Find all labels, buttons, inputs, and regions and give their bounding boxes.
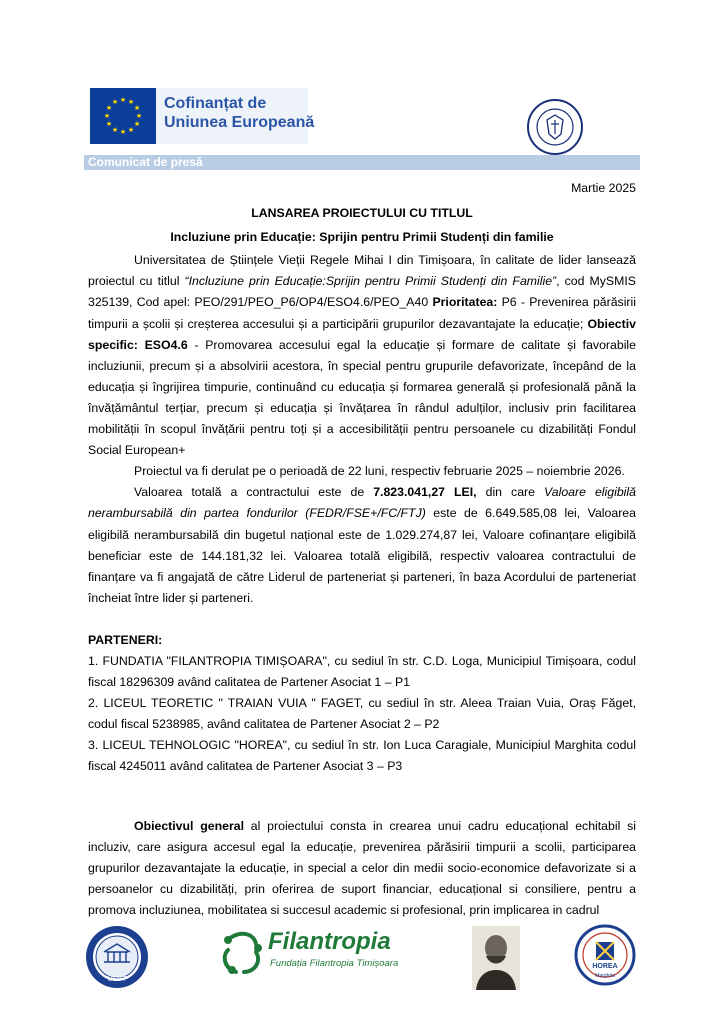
document-title: LANSAREA PROIECTULUI CU TITLUL: [251, 206, 473, 221]
document-date: Martie 2025: [571, 181, 636, 195]
eu-line-1: Cofinanțat de: [164, 95, 267, 112]
intro-text-c: , cod MySMIS 325139, Cod apel: PEO/291/PEO_P6/OP4/ESO4.6/PEO_A40: [88, 274, 636, 310]
eu-flag-icon: [90, 88, 156, 144]
horea-city-label: Marghita: [595, 973, 615, 979]
svg-text:★: ★: [127, 98, 135, 106]
svg-text:★: ★: [133, 120, 141, 128]
svg-text:★: ★: [111, 126, 119, 134]
value-text-e: este de 6.649.585,08 lei, Valoarea eligibilă nerambursabilă din bugetul național este de 1.029.274,87 lei, Valoare cofinanțare eligibilă beneficiar este de 144.181,32 lei. Valoarea totală eligibilă, respectiv valoarea contractului de finanțare va fi angajată de către Liderul de parteneriat și parteneri, în baza Acordului de parteneriat încheiat între lider și parteneri.: [88, 506, 636, 605]
usvt-university-logo-icon: [84, 924, 150, 990]
value-text-a: Valoarea totală a contractului este de: [134, 485, 374, 500]
paragraph-general-objective: [88, 816, 636, 921]
priority-label: Prioritatea:: [432, 295, 498, 310]
svg-text:★: ★: [111, 98, 119, 106]
eu-cofinancing-text: [164, 94, 314, 132]
partners-heading: PARTENERI:: [88, 632, 163, 647]
document-body: [88, 178, 636, 921]
svg-text:★: ★: [105, 104, 113, 112]
usvt-label: USVT: [107, 976, 127, 983]
romanian-government-seal-icon: [526, 98, 584, 156]
project-title-italic: “Incluziune prin Educație:Sprijin pentru Primii Studenți din Familie”: [184, 274, 557, 289]
partner-item: 3. LICEUL TEHNOLOGIC "HOREA", cu sediul în str. Ion Luca Caragiale, Municipiul Marghita codul fiscal 4245011 având calitatea de Partener Asociat 3 – P3: [88, 738, 636, 774]
general-objective-text: al proiectului consta in crearea unui cadru educațional echitabil si incluziv, care asigura accesul egal la educație, prevenirea părăsirii timpurii a scolii, participarea grupurilor dezavantajate la educație, in special a celor din medii socio-economice defavorizate si a persoanelor cu dizabilități, prin oferirea de suport financiar, educațional si consiliere, pentru a promova incluziunea, mobilitatea si succesul academic si profesional, prin implicarea in cadrul: [88, 818, 636, 917]
value-text-c: din care: [476, 485, 544, 500]
press-release-label: Comunicat de presă: [88, 155, 203, 169]
general-objective-label: Obiectivul general: [134, 818, 244, 833]
eligible-value-italic: Valoare eligibilă nerambursabilă din partea fondurilor (FEDR/FSE+/FC/FTJ): [88, 485, 636, 521]
svg-text:★: ★: [135, 112, 143, 120]
svg-text:★: ★: [127, 126, 135, 134]
total-value: 7.823.041,27 LEI,: [373, 485, 477, 500]
svg-text:★: ★: [119, 96, 127, 104]
document-subtitle: Incluziune prin Educație: Sprijin pentru Primii Studenți din familie: [170, 230, 554, 245]
paragraph-project-intro: [88, 250, 636, 461]
intro-text-e: P6 - Prevenirea părăsirii timpurii a școlii și creșterea accesului și a participării grupurilor dezavantajate la educație;: [88, 295, 636, 331]
svg-text:★: ★: [105, 120, 113, 128]
traian-vuia-portrait-icon: [472, 926, 520, 990]
partner-item: 1. FUNDATIA "FILANTROPIA TIMIȘOARA", cu sediul în str. C.D. Loga, Municipiul Timișoara, codul fiscal 18296309 având calitatea de Partener Asociat 1 – P1: [88, 653, 636, 690]
paragraph-value: [88, 482, 636, 609]
horea-label: HOREA: [592, 963, 618, 970]
svg-text:★: ★: [133, 104, 141, 112]
partner-item: 2. LICEUL TEORETIC " TRAIAN VUIA " FAGET, cu sediul în str. Aleea Traian Vuia, Oraș Făget, codul fiscal 5238985, având calitatea de Partener Asociat 2 – P2: [88, 696, 636, 732]
intro-text-g: - Promovarea accesului egal la educație și formare de calitate și favorabile incluziunii, precum și a absolvirii acestora, în special pentru grupurile defavorizate, începând de la educația și îngrijirea timpurie, continuând cu educația și formarea generală și profesională până la învățământul terțiar, precum și educația și învățarea în rândul adulților, inclusiv prin facilitarea mobilității în scopul învățării pentru toți și a accesibilității pentru persoanele cu dizabilități Fondul Social European+: [88, 337, 636, 458]
filantropia-logo-icon: [218, 924, 266, 980]
eu-line-2: Uniunea Europeană: [164, 114, 315, 131]
specific-objective-label: Obiectiv specific: ESO4.6: [88, 316, 636, 352]
horea-high-school-logo-icon: [574, 922, 636, 988]
filantropia-subtitle: Fundația Filantropia Timișoara: [270, 958, 399, 969]
intro-text-a: Universitatea de Științele Vieții Regele Mihai I din Timișoara, în calitate de lider lansează proiectul cu titlul: [88, 253, 636, 289]
svg-text:★: ★: [119, 128, 127, 136]
paragraph-duration: Proiectul va fi derulat pe o perioadă de 22 luni, respectiv februarie 2025 – noiembrie 2026.: [134, 464, 625, 479]
filantropia-name: Filantropia: [268, 928, 391, 955]
svg-text:★: ★: [103, 112, 111, 120]
